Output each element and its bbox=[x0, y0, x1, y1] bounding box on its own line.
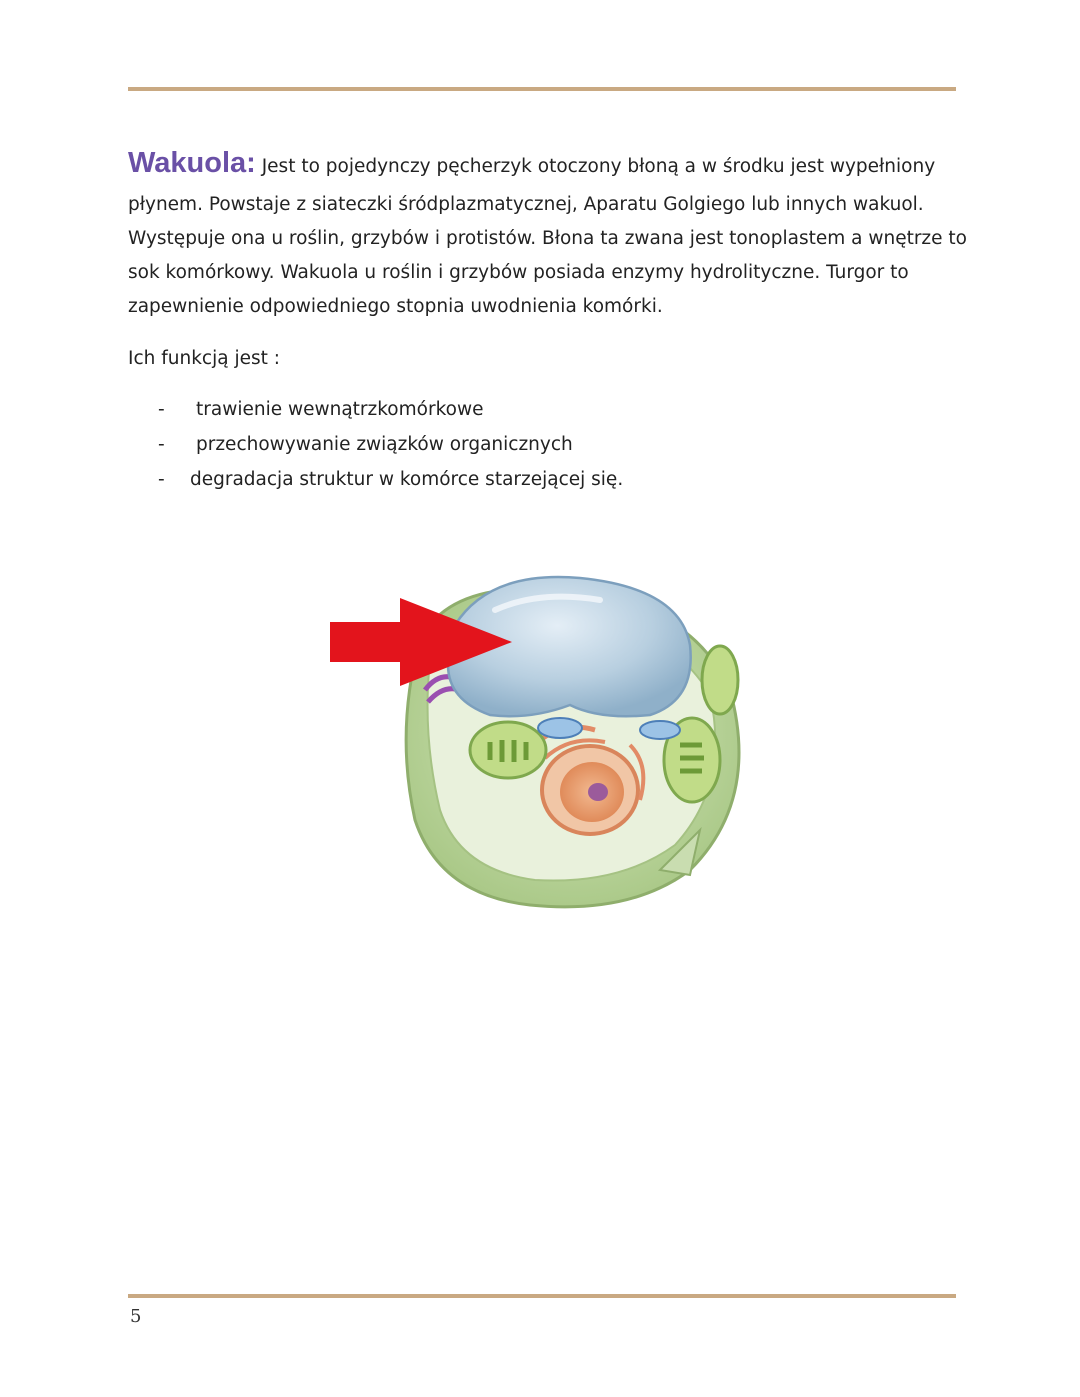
paragraph-line: sok komórkowy. Wakuola u roślin i grzybów posiada enzymy hydrolityczne. Turgor to bbox=[128, 262, 909, 283]
list-item-text: przechowywanie związków organicznych bbox=[196, 434, 573, 455]
list-item bbox=[128, 427, 968, 462]
functions-label: Ich funkcją jest : bbox=[128, 348, 280, 369]
list-bullet: - bbox=[158, 469, 165, 490]
list-item-text: trawienie wewnątrzkomórkowe bbox=[196, 399, 484, 420]
paragraph-line: zapewnienie odpowiedniego stopnia uwodnienia komórki. bbox=[128, 296, 663, 317]
page-number: 5 bbox=[130, 1306, 142, 1327]
list-bullet: - bbox=[158, 434, 165, 455]
paragraph-line: Występuje ona u roślin, grzybów i protistów. Błona ta zwana jest tonoplastem a wnętrze to bbox=[128, 228, 967, 249]
list-bullet: - bbox=[158, 399, 165, 420]
plant-cell-illustration bbox=[330, 570, 760, 920]
page-content bbox=[128, 142, 968, 497]
list-item bbox=[128, 462, 968, 497]
top-divider bbox=[128, 87, 956, 91]
heading-line bbox=[128, 142, 968, 188]
section-heading: Wakuola: bbox=[128, 147, 256, 179]
list-item bbox=[128, 392, 968, 427]
bottom-divider bbox=[128, 1294, 956, 1298]
paragraph-line: płynem. Powstaje z siateczki śródplazmatycznej, Aparatu Golgiego lub innych wakuol. bbox=[128, 194, 924, 215]
list-item-text: degradacja struktur w komórce starzejącej się. bbox=[190, 469, 624, 490]
heading-sentence: Jest to pojedynczy pęcherzyk otoczony błoną a w środku jest wypełniony bbox=[261, 156, 936, 177]
description-paragraph bbox=[128, 188, 968, 324]
functions-list bbox=[128, 392, 968, 497]
